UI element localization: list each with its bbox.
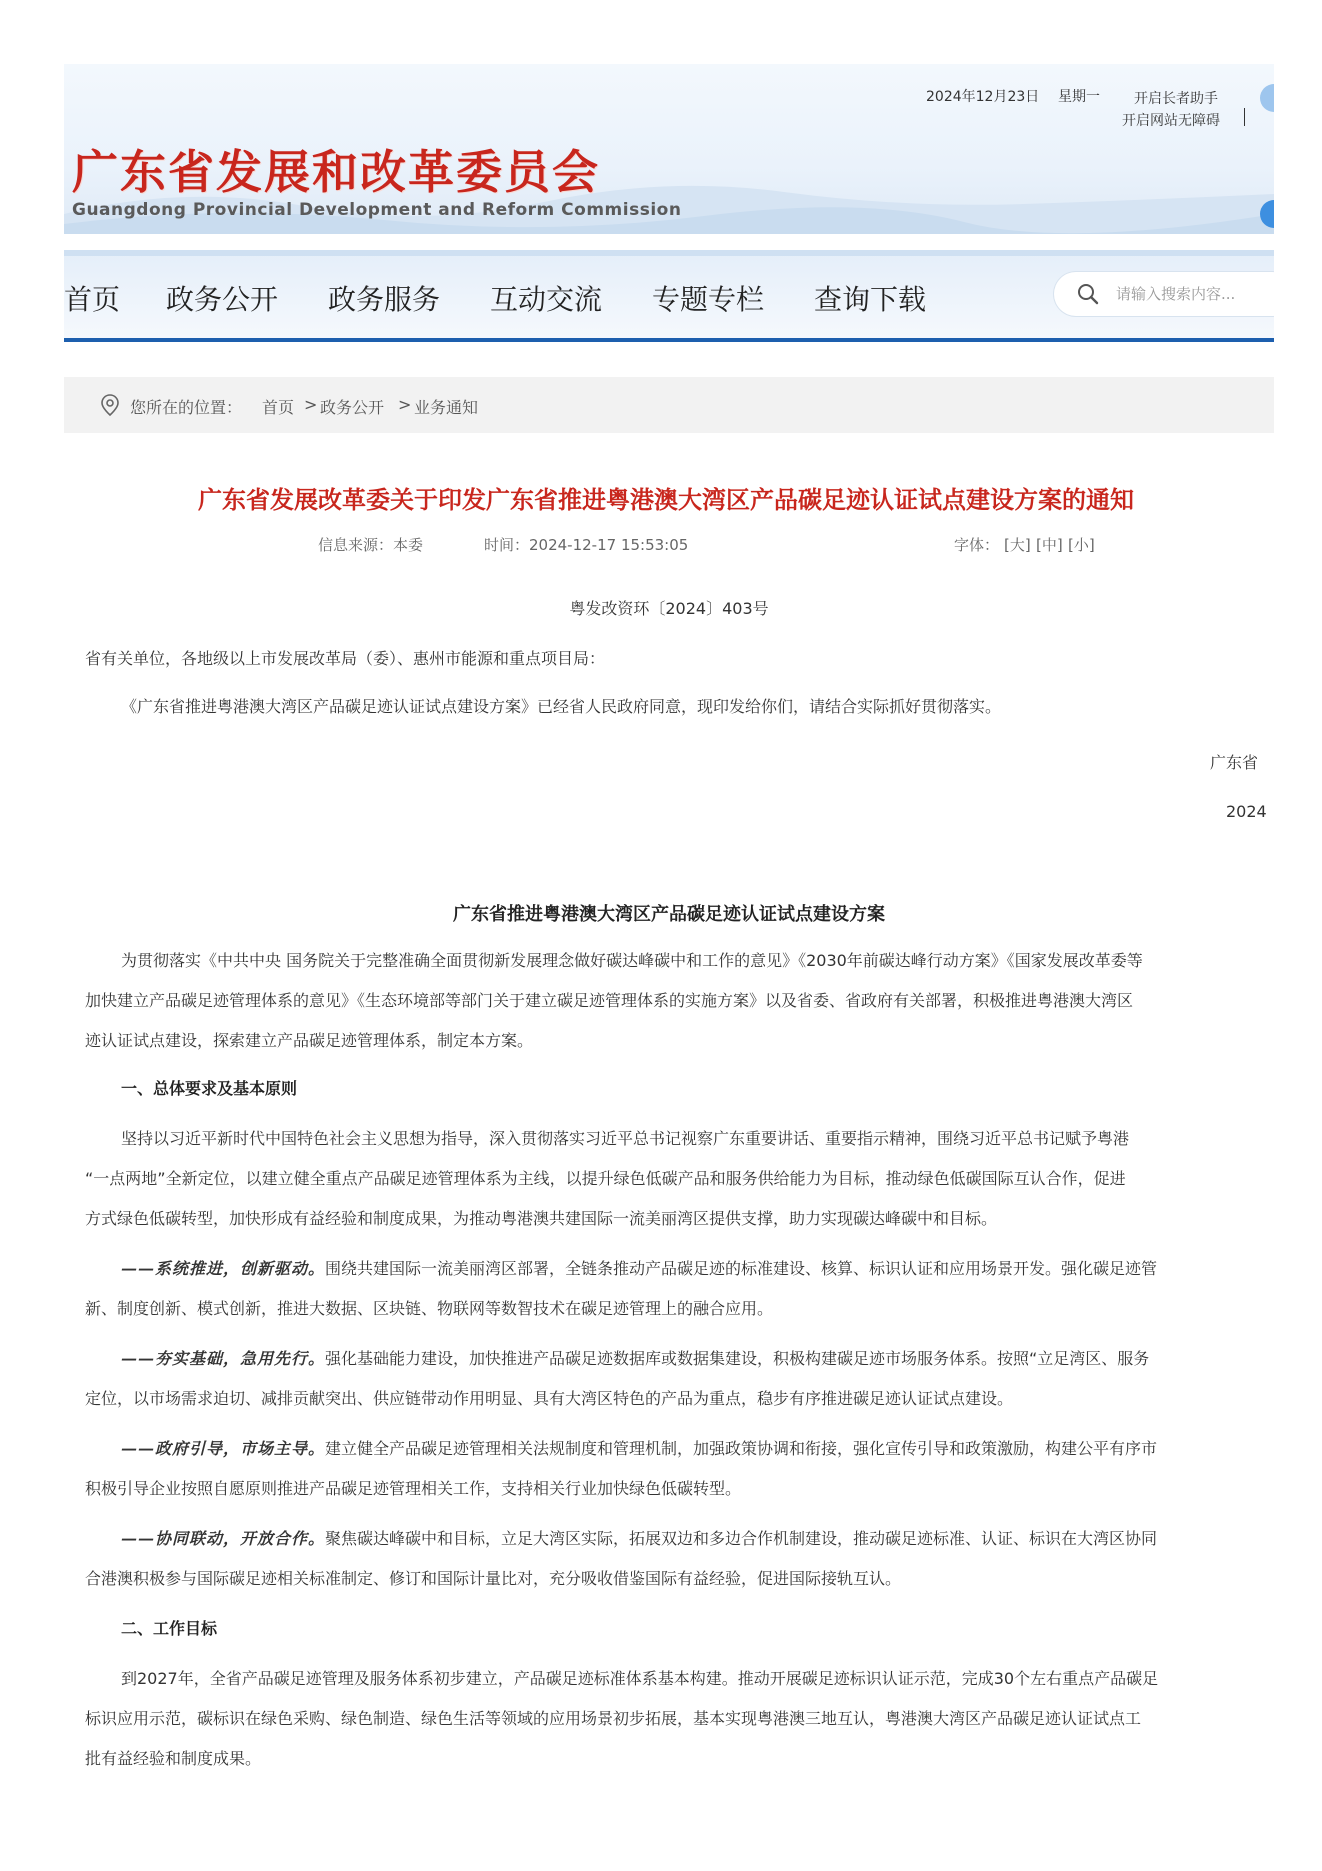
principle-line bbox=[121, 1526, 1157, 1549]
nav-underline bbox=[64, 338, 1274, 342]
nav-item-interaction[interactable]: 互动交流 bbox=[490, 283, 603, 316]
principle-line bbox=[121, 1256, 1157, 1279]
article-source: 信息来源：本委 bbox=[318, 536, 424, 554]
breadcrumb-item-home[interactable]: 首页 bbox=[262, 398, 295, 417]
nav-item-special[interactable]: 专题专栏 bbox=[652, 283, 765, 316]
plan-intro-line: 为贯彻落实《中共中央 国务院关于完整准确全面贯彻新发展理念做好碳达峰碳中和工作的意见》《2030年前碳达峰行动方案》《国家发展改革委等 bbox=[121, 951, 1143, 970]
principle-text: 建立健全产品碳足迹管理相关法规制度和管理机制，加强政策协调和衔接，强化宣传引导和政策激励，构建公平有序市 bbox=[325, 1439, 1158, 1458]
section1-line: 方式绿色低碳转型，加快形成有益经验和制度成果，为推动粤港澳共建国际一流美丽湾区提供支撑，助力实现碳达峰碳中和目标。 bbox=[85, 1209, 998, 1228]
nav-item-download[interactable]: 查询下载 bbox=[814, 283, 927, 316]
current-date: 2024年12月23日 bbox=[926, 89, 1040, 105]
breadcrumb bbox=[64, 377, 1274, 433]
section1-line: “一点两地”全新定位，以建立健全重点产品碳足迹管理体系为主线，以提升绿色低碳产品和服务供给能力为目标，推动绿色低碳国际互认合作，促进 bbox=[85, 1169, 1126, 1188]
site-logo-title[interactable]: 广东省发展和改革委员会 bbox=[72, 145, 600, 199]
principle-text: 强化基础能力建设，加快推进产品碳足迹数据库或数据集建设，积极构建碳足迹市场服务体系。按照“立足湾区、服务 bbox=[325, 1349, 1150, 1368]
principle-lead: ——政府引导，市场主导。 bbox=[121, 1439, 326, 1458]
body-intro: 《广东省推进粤港澳大湾区产品碳足迹认证试点建设方案》已经省人民政府同意，现印发给你们，请结合实际抓好贯彻落实。 bbox=[121, 697, 1002, 716]
accessibility-link[interactable]: 开启网站无障碍 bbox=[1122, 113, 1220, 129]
doc-number: 粤发改资环〔2024〕403号 bbox=[569, 599, 769, 618]
plan-title: 广东省推进粤港澳大湾区产品碳足迹认证试点建设方案 bbox=[453, 904, 885, 925]
breadcrumb-sep: > bbox=[304, 395, 318, 414]
principle-line bbox=[121, 1346, 1149, 1369]
divider bbox=[1244, 108, 1245, 126]
nav-item-home[interactable]: 首页 bbox=[64, 283, 121, 316]
plan-intro-line: 迹认证试点建设，探索建立产品碳足迹管理体系，制定本方案。 bbox=[85, 1031, 534, 1050]
principle-line bbox=[121, 1436, 1157, 1459]
elder-mode-link[interactable]: 开启长者助手 bbox=[1134, 91, 1218, 107]
article-time: 时间：2024-12-17 15:53:05 bbox=[484, 536, 689, 554]
breadcrumb-item-notice[interactable]: 业务通知 bbox=[414, 398, 479, 417]
principle-lead: ——系统推进，创新驱动。 bbox=[121, 1259, 326, 1278]
breadcrumb-prefix: 您所在的位置： bbox=[130, 398, 243, 417]
principle-lead: ——夯实基础，急用先行。 bbox=[121, 1349, 326, 1368]
section2-line: 批有益经验和制度成果。 bbox=[85, 1749, 262, 1768]
site-header bbox=[64, 64, 1274, 234]
sign-date: 2024 bbox=[1226, 802, 1267, 821]
circle-icon[interactable] bbox=[1260, 84, 1274, 112]
principle-lead: ——协同联动，开放合作。 bbox=[121, 1529, 326, 1548]
search-icon[interactable] bbox=[1076, 282, 1100, 306]
font-size-small-button[interactable]: [小] bbox=[1068, 536, 1095, 554]
breadcrumb-sep: > bbox=[398, 395, 412, 414]
nav-item-affairs-service[interactable]: 政务服务 bbox=[328, 283, 441, 316]
signature: 广东省 bbox=[1210, 753, 1259, 772]
addressee: 省有关单位，各地级以上市发展改革局（委）、惠州市能源和重点项目局： bbox=[85, 649, 606, 668]
search-input[interactable] bbox=[1114, 284, 1274, 304]
font-size-large-button[interactable]: [大] bbox=[1004, 536, 1031, 554]
section2-line: 到2027年，全省产品碳足迹管理及服务体系初步建立，产品碳足迹标准体系基本构建。推动开展碳足迹标识认证示范，完成30个左右重点产品碳足 bbox=[121, 1669, 1159, 1688]
principle-text: 聚焦碳达峰碳中和目标，立足大湾区实际，拓展双边和多边合作机制建设，推动碳足迹标准、认证、标识在大湾区协同 bbox=[325, 1529, 1158, 1548]
nav-item-affairs-public[interactable]: 政务公开 bbox=[166, 283, 279, 316]
article-title: 广东省发展改革委关于印发广东省推进粤港澳大湾区产品碳足迹认证试点建设方案的通知 bbox=[198, 486, 1134, 514]
principle-line: 定位，以市场需求迫切、减排贡献突出、供应链带动作用明显、具有大湾区特色的产品为重点，稳步有序推进碳足迹认证试点建设。 bbox=[85, 1389, 1014, 1408]
principle-line: 积极引导企业按照自愿原则推进产品碳足迹管理相关工作，支持相关行业加快绿色低碳转型。 bbox=[85, 1479, 742, 1498]
current-weekday: 星期一 bbox=[1058, 89, 1100, 105]
section2-heading: 二、工作目标 bbox=[121, 1619, 218, 1638]
site-logo-subtitle: Guangdong Provincial Development and Reform Commission bbox=[72, 200, 682, 220]
search-box[interactable] bbox=[1054, 272, 1274, 316]
font-size-label: 字体： bbox=[954, 536, 1000, 554]
page-frame bbox=[64, 64, 1274, 1854]
breadcrumb-item-affairs[interactable]: 政务公开 bbox=[320, 398, 385, 417]
principle-line: 新、制度创新、模式创新，推进大数据、区块链、物联网等数智技术在碳足迹管理上的融合应用。 bbox=[85, 1299, 774, 1318]
main-nav bbox=[64, 250, 1274, 342]
plan-intro-line: 加快建立产品碳足迹管理体系的意见》《生态环境部等部门关于建立碳足迹管理体系的实施方案》以及省委、省政府有关部署，积极推进粤港澳大湾区 bbox=[85, 991, 1134, 1010]
section1-line: 坚持以习近平新时代中国特色社会主义思想为指导，深入贯彻落实习近平总书记视察广东重要讲话、重要指示精神，围绕习近平总书记赋予粤港 bbox=[121, 1129, 1130, 1148]
section2-line: 标识应用示范，碳标识在绿色采购、绿色制造、绿色生活等领域的应用场景初步拓展，基本实现粤港澳三地互认，粤港澳大湾区产品碳足迹认证试点工 bbox=[85, 1709, 1142, 1728]
location-pin-icon bbox=[100, 393, 120, 417]
principle-text: 围绕共建国际一流美丽湾区部署，全链条推动产品碳足迹的标准建设、核算、标识认证和应用场景开发。强化碳足迹管 bbox=[325, 1259, 1158, 1278]
principle-line: 合港澳积极参与国际碳足迹相关标准制定、修订和国际计量比对，充分吸收借鉴国际有益经验，促进国际接轨互认。 bbox=[85, 1569, 902, 1588]
font-size-medium-button[interactable]: [中] bbox=[1036, 536, 1063, 554]
section1-heading: 一、总体要求及基本原则 bbox=[121, 1079, 298, 1098]
